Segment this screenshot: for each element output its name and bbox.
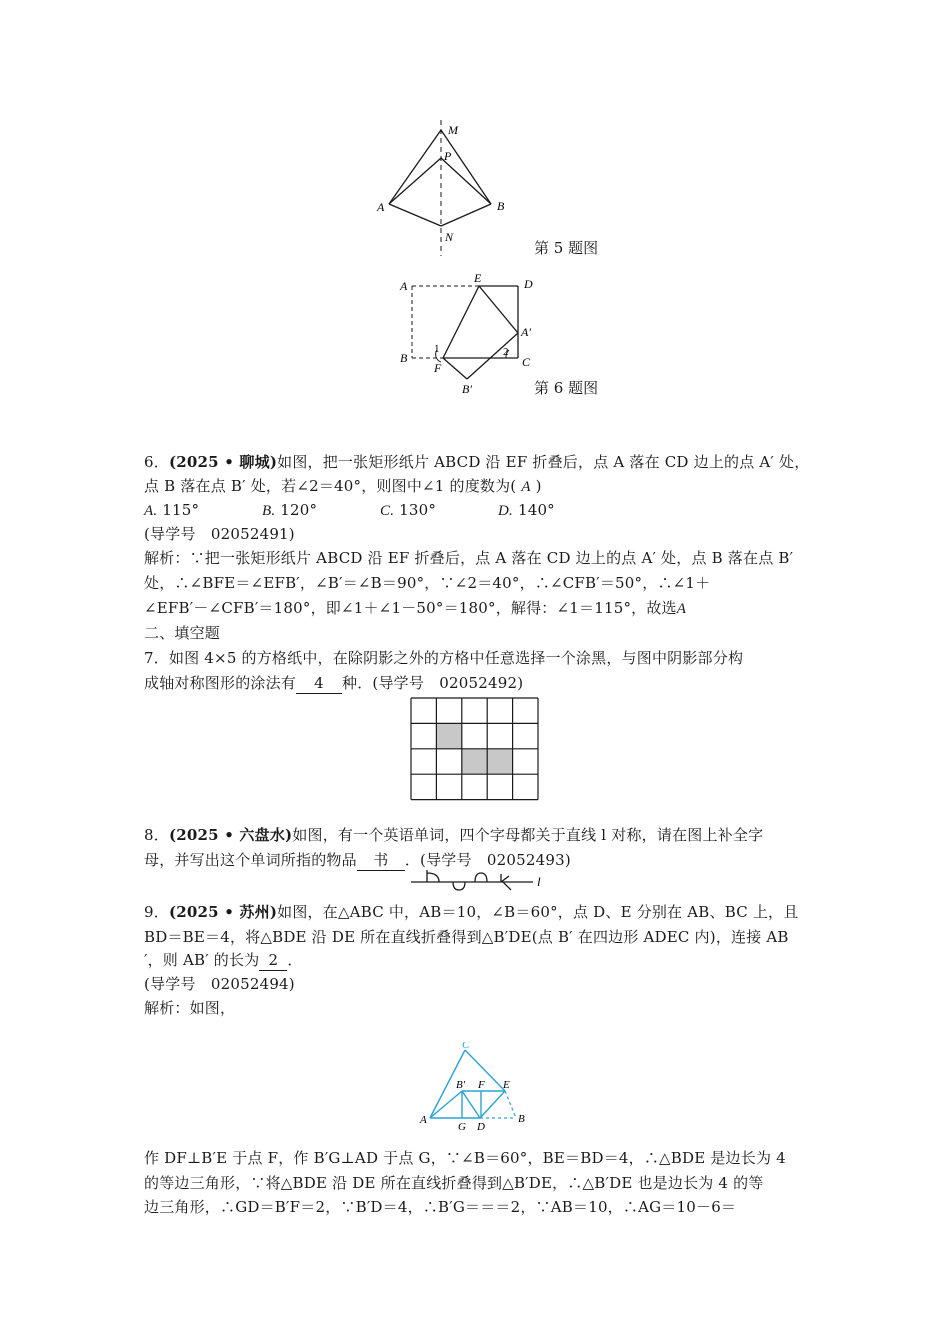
fig6-label-a-prime: A′ (521, 325, 531, 339)
q9-guide: (导学号 02052494) (144, 975, 295, 993)
q6-option-c-text: 130° (399, 501, 437, 519)
q7-line-2 (144, 673, 523, 694)
q9-source: (2025 • 苏州) (168, 903, 278, 921)
fig6-label-1: 1 (434, 343, 440, 355)
fig9-label-b-prime: B′ (456, 1079, 466, 1091)
q8-answer: 书 (357, 850, 405, 871)
q8-source: (2025 • 六盘水) (168, 826, 293, 844)
fig9-label-b: B (518, 1113, 525, 1125)
grid-shaded-cell (436, 723, 461, 748)
q6-option-a-letter: A. (144, 503, 158, 519)
q6-analysis-answer: A (676, 601, 687, 617)
section-title-fill-in: 二、填空题 (144, 624, 221, 642)
q8-stem-1: 如图，有一个英语单词，四个字母都关于直线 l 对称，请在图上补全字 (292, 826, 764, 844)
q6-analysis-2: 处，∴∠BFE＝∠EFB′，∠B′＝∠B＝90°，∵∠2＝40°，∴∠CFB′＝50°，∴∠1＋ (144, 574, 711, 592)
grid-shaded-cell (462, 749, 487, 774)
fig5-label-m: M (448, 123, 458, 137)
q9-answer: 2 (259, 950, 287, 971)
fig6-label-b-prime: B′ (462, 382, 472, 396)
q8-stem-2: 母，并写出这个单词所指的物品 (144, 851, 357, 869)
q9-stem-3: ′，则 AB′ 的长为 (144, 951, 260, 969)
figure-5-caption: 第 5 题图 (534, 239, 599, 257)
q9-line-1 (144, 902, 798, 922)
q8-line-1 (144, 825, 763, 845)
figure-5-kite (370, 118, 520, 258)
fig9-label-e: E (503, 1079, 510, 1091)
q6-options (144, 500, 555, 521)
q9-analysis-1: 作 DF⊥B′E 于点 F，作 B′G⊥AD 于点 G，∵∠B＝60°，BE＝BD＝4，∴△BDE 是边长为 4 (144, 1149, 786, 1167)
fig6-label-a: A (400, 279, 408, 293)
q6-stem-2: 点 B 落在点 B′ 处，若∠2＝40°，则图中∠1 的度数为( (144, 477, 517, 495)
fig5-label-b: B (497, 199, 505, 213)
q6-option-b-text: 120° (280, 501, 318, 519)
figure-9-triangle (418, 1042, 543, 1132)
q6-analysis-3-wrap (144, 598, 686, 619)
q6-number: 6． (144, 453, 169, 471)
figure-6-fold (396, 270, 546, 400)
q6-stem-1: 如图，把一张矩形纸片 ABCD 沿 EF 折叠后，点 A 落在 CD 边上的点 A′ 处， (277, 453, 810, 471)
figure-8-letters (405, 868, 550, 892)
q6-stem-2-close: ) (535, 477, 542, 495)
fig5-label-n: N (445, 230, 454, 244)
q6-source: (2025 • 聊城) (168, 453, 278, 471)
fig6-label-c: C (522, 355, 531, 369)
fig6-label-2: 2 (503, 346, 509, 358)
q7-answer: 4 (296, 673, 342, 694)
q9-line-3 (144, 950, 303, 971)
fig6-label-d: D (524, 277, 533, 291)
q7-stem-2: 成轴对称图形的涂法有 (144, 674, 297, 692)
fig9-label-c: C (462, 1042, 470, 1051)
grid-shaded-cell (487, 749, 512, 774)
fig9-label-f: F (478, 1079, 485, 1091)
q6-option-a-text: 115° (162, 501, 200, 519)
q9-analysis-intro: 解析：如图， (144, 999, 236, 1017)
fig8-line-label: l (537, 874, 541, 889)
q6-answer: A (521, 479, 531, 495)
fig9-label-g: G (458, 1121, 466, 1132)
q9-stem-3-post: ． (287, 951, 303, 969)
fig5-label-a: A (377, 200, 385, 214)
q8-stem-2-post: ．(导学号 02052493) (404, 851, 571, 869)
fig9-label-d: D (477, 1121, 485, 1132)
q6-analysis-1: 解析：∵把一张矩形纸片 ABCD 沿 EF 折叠后，点 A 落在 CD 边上的点 A′ 处，点 B 落在点 B′ (144, 549, 794, 567)
q6-guide: (导学号 02052491) (144, 525, 295, 543)
q6-option-b-letter: B. (262, 503, 276, 519)
q7-stem-2-post: 种．(导学号 02052492) (342, 674, 524, 692)
fig6-label-f: F (434, 361, 442, 375)
q8-number: 8． (144, 826, 169, 844)
fig9-label-a: A (420, 1114, 427, 1126)
q6-option-d-text: 140° (517, 501, 555, 519)
fig6-label-b: B (400, 351, 408, 365)
q6-line-2 (144, 476, 542, 497)
q9-analysis-3: 边三角形，∴GD＝B′F＝2，∵B′D＝4，∴B′G＝＝＝2，∵AB＝10，∴AG＝10－6＝ (144, 1198, 737, 1216)
q7-line-1: 7．如图 4×5 的方格纸中，在除阴影之外的方格中任意选择一个涂黑，与图中阴影部分构 (144, 649, 744, 667)
q9-stem-1: 如图，在△ABC 中，AB＝10，∠B＝60°，点 D、E 分别在 AB、BC 上，且 (277, 903, 799, 921)
q9-line-2: BD＝BE＝4，将△BDE 沿 DE 所在直线折叠得到△B′DE(点 B′ 在四边形 ADEC 内)，连接 AB (144, 928, 789, 946)
q6-analysis-3: ∠EFB′－∠CFB′＝180°，即∠1＋∠1－50°＝180°，解得：∠1＝115°，故选 (144, 599, 677, 617)
q9-number: 9． (144, 903, 169, 921)
figure-7-grid (410, 697, 541, 803)
q6-option-c-letter: C. (380, 503, 395, 519)
q9-analysis-2: 的等边三角形，∵将△BDE 沿 DE 所在直线折叠得到△B′DE，∴△B′DE 也是边长为 4 的等 (144, 1174, 764, 1192)
fig6-label-e: E (474, 271, 482, 285)
q6-line-1 (144, 452, 809, 472)
figure-6-caption: 第 6 题图 (534, 379, 599, 397)
fig5-label-p: P (444, 149, 452, 163)
q6-option-d-letter: D. (498, 503, 513, 519)
